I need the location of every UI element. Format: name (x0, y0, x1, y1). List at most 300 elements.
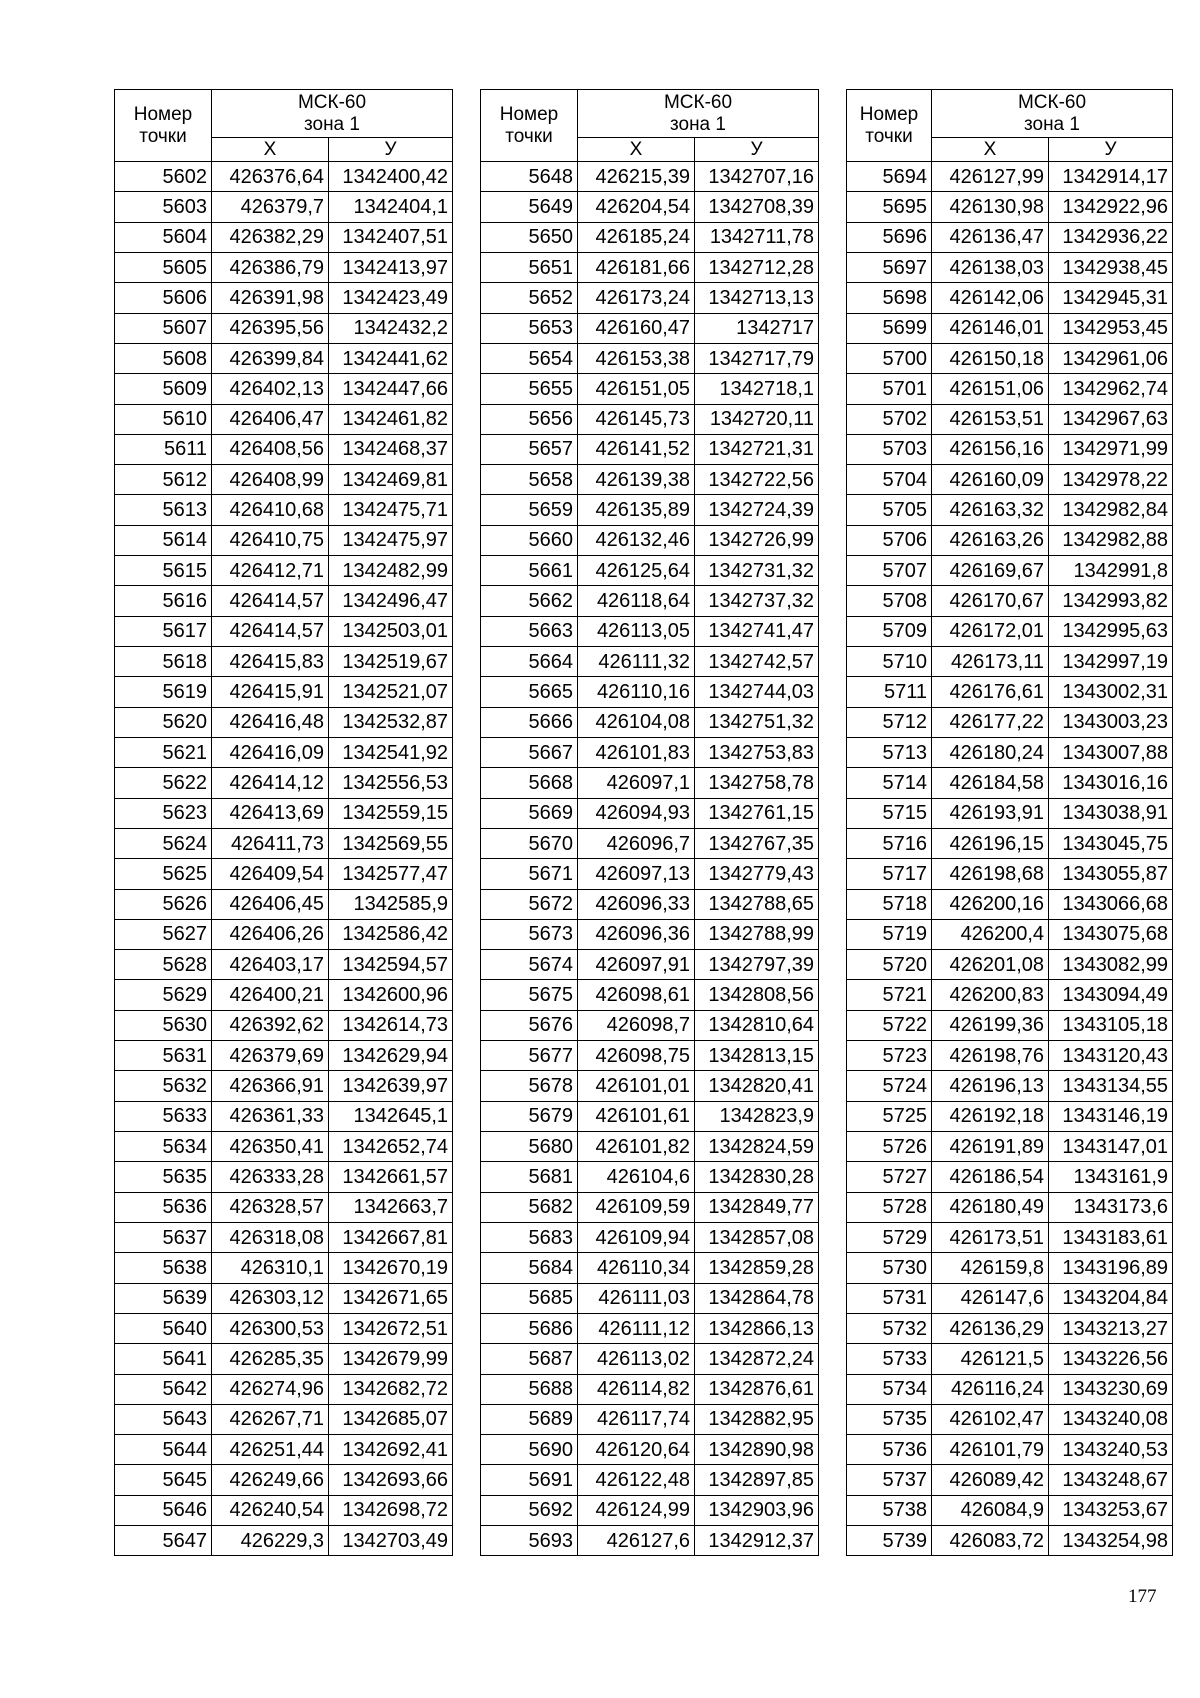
point-number-cell: 5659 (481, 495, 578, 525)
x-coordinate-cell: 426406,47 (212, 404, 329, 434)
point-number-cell: 5731 (847, 1283, 932, 1313)
point-number-cell: 5630 (115, 1010, 212, 1040)
x-coordinate-cell: 426111,12 (578, 1313, 695, 1343)
x-coordinate-cell: 426139,38 (578, 465, 695, 495)
table-row (115, 1344, 453, 1374)
y-coordinate-cell: 1342717,79 (695, 343, 819, 373)
y-coordinate-cell: 1342559,15 (329, 798, 453, 828)
x-coordinate-cell: 426184,58 (932, 768, 1049, 798)
table-row (115, 1071, 453, 1101)
y-coordinate-cell: 1342864,78 (695, 1283, 819, 1313)
point-number-cell: 5625 (115, 859, 212, 889)
table-row (115, 1283, 453, 1313)
coordinates-table-body (847, 162, 1173, 1556)
y-coordinate-cell: 1342468,37 (329, 434, 453, 464)
y-coordinate-cell: 1342652,74 (329, 1132, 453, 1162)
y-coordinate-cell: 1342995,63 (1049, 616, 1173, 646)
x-coordinate-cell: 426094,93 (578, 798, 695, 828)
x-column-header: X (212, 138, 329, 162)
x-coordinate-cell: 426136,29 (932, 1313, 1049, 1343)
y-coordinate-cell: 1342404,1 (329, 192, 453, 222)
table-row (481, 1010, 819, 1040)
point-number-cell: 5670 (481, 828, 578, 858)
point-number-cell: 5713 (847, 737, 932, 767)
x-coordinate-cell: 426156,16 (932, 434, 1049, 464)
point-number-cell: 5633 (115, 1101, 212, 1131)
point-number-cell: 5673 (481, 919, 578, 949)
y-coordinate-cell: 1342808,56 (695, 980, 819, 1010)
table-row (847, 222, 1173, 252)
x-coordinate-cell: 426386,79 (212, 252, 329, 282)
y-coordinate-cell: 1342614,73 (329, 1010, 453, 1040)
table-row (481, 162, 819, 192)
x-coordinate-cell: 426145,73 (578, 404, 695, 434)
x-coordinate-cell: 426109,59 (578, 1192, 695, 1222)
x-coordinate-cell: 426101,01 (578, 1071, 695, 1101)
y-coordinate-cell: 1342718,1 (695, 374, 819, 404)
coordinates-table-body (115, 162, 453, 1556)
point-number-cell: 5706 (847, 525, 932, 555)
point-number-cell: 5733 (847, 1344, 932, 1374)
y-coordinate-cell: 1342824,59 (695, 1132, 819, 1162)
y-coordinate-cell: 1342645,1 (329, 1101, 453, 1131)
table-row (115, 1192, 453, 1222)
table-row (115, 768, 453, 798)
table-row (481, 404, 819, 434)
point-number-cell: 5667 (481, 737, 578, 767)
point-number-header: Номер точки (481, 90, 578, 162)
x-coordinate-cell: 426101,83 (578, 737, 695, 767)
x-coordinate-cell: 426414,57 (212, 586, 329, 616)
point-number-cell: 5665 (481, 677, 578, 707)
x-coordinate-cell: 426333,28 (212, 1162, 329, 1192)
x-coordinate-cell: 426249,66 (212, 1465, 329, 1495)
table-row (115, 1162, 453, 1192)
x-coordinate-cell: 426160,09 (932, 465, 1049, 495)
table-row (481, 1162, 819, 1192)
point-number-cell: 5602 (115, 162, 212, 192)
x-coordinate-cell: 426186,54 (932, 1162, 1049, 1192)
y-coordinate-cell: 1342991,8 (1049, 556, 1173, 586)
point-number-cell: 5627 (115, 919, 212, 949)
x-coordinate-cell: 426113,05 (578, 616, 695, 646)
point-number-cell: 5606 (115, 283, 212, 313)
table-row (847, 162, 1173, 192)
x-coordinate-cell: 426153,51 (932, 404, 1049, 434)
y-coordinate-cell: 1342823,9 (695, 1101, 819, 1131)
y-coordinate-cell: 1342751,32 (695, 707, 819, 737)
point-number-cell: 5709 (847, 616, 932, 646)
y-coordinate-cell: 1342600,96 (329, 980, 453, 1010)
y-coordinate-cell: 1342982,88 (1049, 525, 1173, 555)
table-row (115, 647, 453, 677)
y-coordinate-cell: 1342703,49 (329, 1526, 453, 1556)
y-coordinate-cell: 1342712,28 (695, 252, 819, 282)
table-row (481, 647, 819, 677)
point-number-cell: 5717 (847, 859, 932, 889)
x-coordinate-cell: 426416,48 (212, 707, 329, 737)
x-coordinate-cell: 426116,24 (932, 1374, 1049, 1404)
table-row (481, 1344, 819, 1374)
y-coordinate-cell: 1342724,39 (695, 495, 819, 525)
x-coordinate-cell: 426142,06 (932, 283, 1049, 313)
table-row (481, 707, 819, 737)
x-coordinate-cell: 426379,69 (212, 1041, 329, 1071)
table-row (481, 980, 819, 1010)
point-number-cell: 5611 (115, 434, 212, 464)
x-coordinate-cell: 426411,73 (212, 828, 329, 858)
table-row (115, 1041, 453, 1071)
y-coordinate-cell: 1343055,87 (1049, 859, 1173, 889)
table-row (481, 343, 819, 373)
x-coordinate-cell: 426415,91 (212, 677, 329, 707)
x-coordinate-cell: 426192,18 (932, 1101, 1049, 1131)
table-row (481, 1374, 819, 1404)
table-row (481, 586, 819, 616)
y-coordinate-cell: 1342797,39 (695, 950, 819, 980)
point-number-cell: 5620 (115, 707, 212, 737)
y-coordinate-cell: 1343134,55 (1049, 1071, 1173, 1101)
x-column-header: X (578, 138, 695, 162)
point-number-header: Номер точки (115, 90, 212, 162)
y-coordinate-cell: 1342982,84 (1049, 495, 1173, 525)
table-row (115, 950, 453, 980)
x-coordinate-cell: 426170,67 (932, 586, 1049, 616)
y-coordinate-cell: 1342707,16 (695, 162, 819, 192)
table-row (847, 1526, 1173, 1556)
point-number-cell: 5701 (847, 374, 932, 404)
y-coordinate-cell: 1342962,74 (1049, 374, 1173, 404)
table-row (847, 465, 1173, 495)
table-row (481, 1041, 819, 1071)
point-number-cell: 5674 (481, 950, 578, 980)
table-row (481, 556, 819, 586)
point-number-cell: 5623 (115, 798, 212, 828)
y-coordinate-cell: 1343105,18 (1049, 1010, 1173, 1040)
x-coordinate-cell: 426117,74 (578, 1404, 695, 1434)
x-coordinate-cell: 426415,83 (212, 647, 329, 677)
table-row (115, 192, 453, 222)
x-coordinate-cell: 426132,46 (578, 525, 695, 555)
point-number-cell: 5650 (481, 222, 578, 252)
x-coordinate-cell: 426163,32 (932, 495, 1049, 525)
x-coordinate-cell: 426160,47 (578, 313, 695, 343)
y-coordinate-cell: 1342830,28 (695, 1162, 819, 1192)
point-number-cell: 5654 (481, 343, 578, 373)
point-number-cell: 5644 (115, 1435, 212, 1465)
table-row (847, 434, 1173, 464)
table-row (115, 737, 453, 767)
y-coordinate-cell: 1342496,47 (329, 586, 453, 616)
x-coordinate-cell: 426101,79 (932, 1435, 1049, 1465)
table-row (847, 1435, 1173, 1465)
y-coordinate-cell: 1343066,68 (1049, 889, 1173, 919)
y-coordinate-cell: 1342407,51 (329, 222, 453, 252)
table-row (847, 1404, 1173, 1434)
point-number-cell: 5719 (847, 919, 932, 949)
table-row (115, 283, 453, 313)
y-coordinate-cell: 1342866,13 (695, 1313, 819, 1343)
point-number-cell: 5668 (481, 768, 578, 798)
y-coordinate-cell: 1342639,97 (329, 1071, 453, 1101)
point-number-cell: 5681 (481, 1162, 578, 1192)
x-coordinate-cell: 426120,64 (578, 1435, 695, 1465)
point-number-cell: 5653 (481, 313, 578, 343)
point-number-cell: 5624 (115, 828, 212, 858)
x-coordinate-cell: 426127,6 (578, 1526, 695, 1556)
table-row (115, 374, 453, 404)
y-coordinate-cell: 1343038,91 (1049, 798, 1173, 828)
y-coordinate-cell: 1342432,2 (329, 313, 453, 343)
coordinate-system-header: МСК-60 зона 1 (578, 90, 819, 138)
y-coordinate-cell: 1342717 (695, 313, 819, 343)
table-row (481, 495, 819, 525)
y-coordinate-cell: 1343240,08 (1049, 1404, 1173, 1434)
y-coordinate-cell: 1342693,66 (329, 1465, 453, 1495)
x-coordinate-cell: 426180,24 (932, 737, 1049, 767)
point-number-cell: 5622 (115, 768, 212, 798)
table-row (847, 556, 1173, 586)
point-number-cell: 5737 (847, 1465, 932, 1495)
table-row (115, 1465, 453, 1495)
point-number-cell: 5629 (115, 980, 212, 1010)
y-coordinate-cell: 1342912,37 (695, 1526, 819, 1556)
y-coordinate-cell: 1342758,78 (695, 768, 819, 798)
x-coordinate-cell: 426102,47 (932, 1404, 1049, 1434)
y-coordinate-cell: 1342585,9 (329, 889, 453, 919)
point-number-cell: 5663 (481, 616, 578, 646)
point-number-cell: 5677 (481, 1041, 578, 1071)
x-coordinate-cell: 426151,06 (932, 374, 1049, 404)
y-coordinate-cell: 1342661,57 (329, 1162, 453, 1192)
y-coordinate-cell: 1342967,63 (1049, 404, 1173, 434)
x-coordinate-cell: 426409,54 (212, 859, 329, 889)
table-row (847, 1253, 1173, 1283)
x-coordinate-cell: 426097,13 (578, 859, 695, 889)
point-number-cell: 5720 (847, 950, 932, 980)
table-row (847, 1374, 1173, 1404)
table-row (847, 677, 1173, 707)
point-number-cell: 5603 (115, 192, 212, 222)
x-coordinate-cell: 426408,56 (212, 434, 329, 464)
y-coordinate-cell: 1342897,85 (695, 1465, 819, 1495)
y-coordinate-cell: 1342577,47 (329, 859, 453, 889)
y-coordinate-cell: 1342413,97 (329, 252, 453, 282)
x-coordinate-cell: 426122,48 (578, 1465, 695, 1495)
y-coordinate-cell: 1342810,64 (695, 1010, 819, 1040)
point-number-cell: 5711 (847, 677, 932, 707)
x-coordinate-cell: 426101,61 (578, 1101, 695, 1131)
table-row (481, 1495, 819, 1525)
point-number-cell: 5661 (481, 556, 578, 586)
x-coordinate-cell: 426125,64 (578, 556, 695, 586)
table-row (481, 859, 819, 889)
y-coordinate-cell: 1343183,61 (1049, 1222, 1173, 1252)
y-coordinate-cell: 1343082,99 (1049, 950, 1173, 980)
point-number-cell: 5699 (847, 313, 932, 343)
point-number-cell: 5615 (115, 556, 212, 586)
y-coordinate-cell: 1342541,92 (329, 737, 453, 767)
table-row (847, 737, 1173, 767)
table-row (115, 252, 453, 282)
x-coordinate-cell: 426098,61 (578, 980, 695, 1010)
y-coordinate-cell: 1343254,98 (1049, 1526, 1173, 1556)
y-coordinate-cell: 1342521,07 (329, 677, 453, 707)
y-coordinate-cell: 1342423,49 (329, 283, 453, 313)
coordinates-table-3 (846, 89, 1173, 1556)
table-row (847, 1041, 1173, 1071)
table-row (847, 495, 1173, 525)
point-number-cell: 5707 (847, 556, 932, 586)
y-coordinate-cell: 1342400,42 (329, 162, 453, 192)
point-number-cell: 5725 (847, 1101, 932, 1131)
y-coordinate-cell: 1343196,89 (1049, 1253, 1173, 1283)
table-row (115, 1253, 453, 1283)
x-coordinate-cell: 426416,09 (212, 737, 329, 767)
table-row (115, 343, 453, 373)
x-coordinate-cell: 426201,08 (932, 950, 1049, 980)
x-coordinate-cell: 426240,54 (212, 1495, 329, 1525)
table-row (847, 707, 1173, 737)
y-coordinate-cell: 1342788,99 (695, 919, 819, 949)
x-coordinate-cell: 426414,12 (212, 768, 329, 798)
table-row (847, 798, 1173, 828)
point-number-cell: 5698 (847, 283, 932, 313)
point-number-cell: 5642 (115, 1374, 212, 1404)
table-row (115, 586, 453, 616)
y-coordinate-cell: 1342685,07 (329, 1404, 453, 1434)
y-coordinate-cell: 1343146,19 (1049, 1101, 1173, 1131)
coordinates-table-2 (480, 89, 819, 1556)
table-row (481, 222, 819, 252)
point-number-cell: 5703 (847, 434, 932, 464)
table-row (481, 434, 819, 464)
x-coordinate-cell: 426096,33 (578, 889, 695, 919)
y-coordinate-cell: 1342882,95 (695, 1404, 819, 1434)
y-coordinate-cell: 1343120,43 (1049, 1041, 1173, 1071)
table-row (115, 889, 453, 919)
y-coordinate-cell: 1342503,01 (329, 616, 453, 646)
point-number-cell: 5634 (115, 1132, 212, 1162)
table-row (481, 1132, 819, 1162)
point-number-cell: 5729 (847, 1222, 932, 1252)
x-coordinate-cell: 426200,4 (932, 919, 1049, 949)
table-row (481, 919, 819, 949)
x-coordinate-cell: 426176,61 (932, 677, 1049, 707)
x-coordinate-cell: 426104,08 (578, 707, 695, 737)
y-coordinate-cell: 1342594,57 (329, 950, 453, 980)
y-coordinate-cell: 1343007,88 (1049, 737, 1173, 767)
table-row (847, 252, 1173, 282)
y-coordinate-cell: 1342711,78 (695, 222, 819, 252)
table-row (847, 616, 1173, 646)
point-number-cell: 5647 (115, 1526, 212, 1556)
x-coordinate-cell: 426274,96 (212, 1374, 329, 1404)
table-row (847, 1071, 1173, 1101)
point-number-cell: 5702 (847, 404, 932, 434)
x-coordinate-cell: 426159,8 (932, 1253, 1049, 1283)
y-coordinate-cell: 1343213,27 (1049, 1313, 1173, 1343)
y-coordinate-cell: 1342872,24 (695, 1344, 819, 1374)
y-coordinate-cell: 1343253,67 (1049, 1495, 1173, 1525)
table-row (481, 828, 819, 858)
y-coordinate-cell: 1342721,31 (695, 434, 819, 464)
x-coordinate-cell: 426193,91 (932, 798, 1049, 828)
x-coordinate-cell: 426124,99 (578, 1495, 695, 1525)
table-row (115, 1222, 453, 1252)
x-coordinate-cell: 426318,08 (212, 1222, 329, 1252)
x-coordinate-cell: 426098,7 (578, 1010, 695, 1040)
point-number-header: Номер точки (847, 90, 932, 162)
x-coordinate-cell: 426382,29 (212, 222, 329, 252)
table-row (115, 1404, 453, 1434)
y-coordinate-cell: 1342708,39 (695, 192, 819, 222)
table-row (847, 525, 1173, 555)
y-coordinate-cell: 1342997,19 (1049, 647, 1173, 677)
x-coordinate-cell: 426399,84 (212, 343, 329, 373)
point-number-cell: 5617 (115, 616, 212, 646)
y-coordinate-cell: 1342953,45 (1049, 313, 1173, 343)
y-coordinate-cell: 1342849,77 (695, 1192, 819, 1222)
x-coordinate-cell: 426104,6 (578, 1162, 695, 1192)
x-coordinate-cell: 426096,7 (578, 828, 695, 858)
y-coordinate-cell: 1342671,65 (329, 1283, 453, 1313)
x-coordinate-cell: 426185,24 (578, 222, 695, 252)
table-row (115, 828, 453, 858)
point-number-cell: 5726 (847, 1132, 932, 1162)
x-coordinate-cell: 426204,54 (578, 192, 695, 222)
point-number-cell: 5609 (115, 374, 212, 404)
point-number-cell: 5610 (115, 404, 212, 434)
point-number-cell: 5666 (481, 707, 578, 737)
x-coordinate-cell: 426136,47 (932, 222, 1049, 252)
y-coordinate-cell: 1342629,94 (329, 1041, 453, 1071)
table-row (481, 374, 819, 404)
point-number-cell: 5697 (847, 252, 932, 282)
x-coordinate-cell: 426151,05 (578, 374, 695, 404)
table-row (481, 737, 819, 767)
table-row (115, 1010, 453, 1040)
x-coordinate-cell: 426127,99 (932, 162, 1049, 192)
x-coordinate-cell: 426135,89 (578, 495, 695, 525)
table-row (847, 404, 1173, 434)
x-coordinate-cell: 426147,6 (932, 1283, 1049, 1313)
point-number-cell: 5712 (847, 707, 932, 737)
x-coordinate-cell: 426146,01 (932, 313, 1049, 343)
table-row (481, 1071, 819, 1101)
y-coordinate-cell: 1342938,45 (1049, 252, 1173, 282)
table-row (481, 1465, 819, 1495)
x-coordinate-cell: 426379,7 (212, 192, 329, 222)
x-coordinate-cell: 426172,01 (932, 616, 1049, 646)
point-number-cell: 5688 (481, 1374, 578, 1404)
x-coordinate-cell: 426196,13 (932, 1071, 1049, 1101)
point-number-cell: 5722 (847, 1010, 932, 1040)
x-coordinate-cell: 426110,34 (578, 1253, 695, 1283)
y-coordinate-cell: 1342742,57 (695, 647, 819, 677)
point-number-cell: 5705 (847, 495, 932, 525)
coordinates-table-body (481, 162, 819, 1556)
y-coordinate-cell: 1342779,43 (695, 859, 819, 889)
x-coordinate-cell: 426328,57 (212, 1192, 329, 1222)
y-coordinate-cell: 1342461,82 (329, 404, 453, 434)
point-number-cell: 5672 (481, 889, 578, 919)
point-number-cell: 5694 (847, 162, 932, 192)
x-coordinate-cell: 426098,75 (578, 1041, 695, 1071)
y-coordinate-cell: 1342722,56 (695, 465, 819, 495)
x-coordinate-cell: 426121,5 (932, 1344, 1049, 1374)
x-coordinate-cell: 426413,69 (212, 798, 329, 828)
